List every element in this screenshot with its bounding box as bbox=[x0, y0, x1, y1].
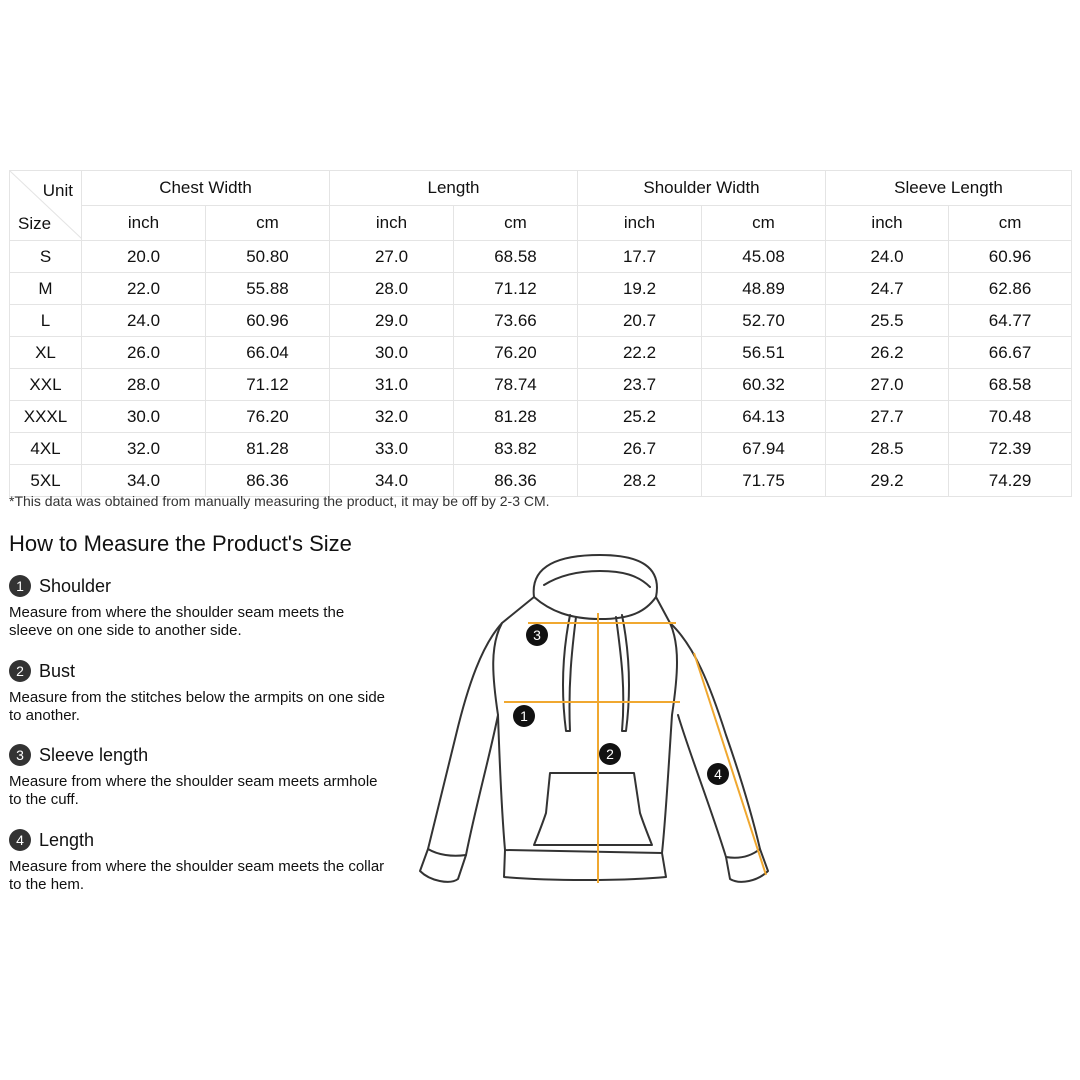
measurement-cell: 29.0 bbox=[330, 305, 454, 337]
measurement-cell: 23.7 bbox=[578, 369, 702, 401]
unit-header-cell: inch bbox=[330, 206, 454, 241]
measurement-cell: 62.86 bbox=[949, 273, 1072, 305]
size-chart-table bbox=[9, 170, 1072, 497]
marker-3-label: 3 bbox=[533, 627, 541, 643]
kangaroo-pocket bbox=[534, 773, 652, 845]
step-number-badge: 4 bbox=[9, 829, 31, 851]
measurement-cell: 52.70 bbox=[702, 305, 826, 337]
marker-4 bbox=[707, 763, 729, 785]
table-group-header-row bbox=[10, 171, 1072, 206]
left-sleeve-outer bbox=[428, 623, 502, 849]
measurement-cell: 50.80 bbox=[206, 241, 330, 273]
measurement-cell: 34.0 bbox=[330, 465, 454, 497]
measurement-cell: 74.29 bbox=[949, 465, 1072, 497]
measurement-cell: 66.67 bbox=[949, 337, 1072, 369]
measurement-cell: 67.94 bbox=[702, 433, 826, 465]
unit-header-cell: cm bbox=[206, 206, 330, 241]
step-label: Length bbox=[39, 829, 95, 850]
measurement-cell: 68.58 bbox=[949, 369, 1072, 401]
measurement-cell: 34.0 bbox=[82, 465, 206, 497]
measurement-cell: 71.12 bbox=[206, 369, 330, 401]
measurement-cell: 70.48 bbox=[949, 401, 1072, 433]
measurement-cell: 60.96 bbox=[206, 305, 330, 337]
measurement-cell: 24.0 bbox=[826, 241, 949, 273]
measurement-cell: 26.7 bbox=[578, 433, 702, 465]
step-bust bbox=[9, 659, 389, 725]
table-row bbox=[10, 273, 1072, 305]
measurement-cell: 19.2 bbox=[578, 273, 702, 305]
measurement-cell: 81.28 bbox=[206, 433, 330, 465]
step-label: Bust bbox=[39, 660, 76, 681]
measurement-cell: 30.0 bbox=[82, 401, 206, 433]
size-cell: L bbox=[10, 305, 82, 337]
measurement-cell: 27.0 bbox=[826, 369, 949, 401]
right-sleeve-inner bbox=[678, 715, 726, 857]
step-description: Measure from the stitches below the armpits on one side to another. bbox=[9, 689, 386, 724]
left-drawstring bbox=[563, 615, 576, 731]
measurement-cell: 22.2 bbox=[578, 337, 702, 369]
measurement-cell: 24.7 bbox=[826, 273, 949, 305]
size-cell: 4XL bbox=[10, 433, 82, 465]
measurement-cell: 24.0 bbox=[82, 305, 206, 337]
marker-4-label: 4 bbox=[714, 766, 722, 782]
measurement-cell: 60.96 bbox=[949, 241, 1072, 273]
measurement-cell: 28.2 bbox=[578, 465, 702, 497]
size-cell: M bbox=[10, 273, 82, 305]
unit-header-cell: inch bbox=[82, 206, 206, 241]
measurement-cell: 32.0 bbox=[82, 433, 206, 465]
step-sleeve-length bbox=[9, 743, 389, 809]
step-description: Measure from where the shoulder seam meets the sleeve on one side to another side. bbox=[9, 604, 345, 639]
size-cell: S bbox=[10, 241, 82, 273]
measurement-cell: 68.58 bbox=[454, 241, 578, 273]
step-number-badge: 2 bbox=[9, 660, 31, 682]
measurement-cell: 30.0 bbox=[330, 337, 454, 369]
step-label: Sleeve length bbox=[39, 744, 149, 765]
unit-size-corner-cell bbox=[10, 171, 82, 241]
measurement-cell: 20.7 bbox=[578, 305, 702, 337]
size-cell: XXL bbox=[10, 369, 82, 401]
step-length bbox=[9, 828, 389, 894]
measurement-cell: 28.0 bbox=[82, 369, 206, 401]
hood-opening bbox=[534, 597, 656, 619]
group-header-length: Length bbox=[330, 171, 578, 206]
marker-3 bbox=[526, 624, 548, 646]
measurement-cell: 83.82 bbox=[454, 433, 578, 465]
right-cuff bbox=[726, 849, 768, 882]
step-shoulder bbox=[9, 574, 389, 640]
measurement-cell: 73.66 bbox=[454, 305, 578, 337]
marker-2 bbox=[599, 743, 621, 765]
step-number-badge: 3 bbox=[9, 744, 31, 766]
step-label: Shoulder bbox=[39, 575, 112, 596]
measurement-cell: 72.39 bbox=[949, 433, 1072, 465]
measurement-cell: 25.5 bbox=[826, 305, 949, 337]
hoodie-measurement-diagram bbox=[410, 545, 780, 895]
group-header-sleeve-length: Sleeve Length bbox=[826, 171, 1072, 206]
unit-header-cell: cm bbox=[949, 206, 1072, 241]
measurement-cell: 86.36 bbox=[454, 465, 578, 497]
measurement-cell: 27.7 bbox=[826, 401, 949, 433]
table-row bbox=[10, 305, 1072, 337]
table-row bbox=[10, 369, 1072, 401]
unit-header-cell: inch bbox=[826, 206, 949, 241]
sleeve-measure-line bbox=[694, 653, 766, 875]
measurement-cell: 45.08 bbox=[702, 241, 826, 273]
hem-band bbox=[504, 850, 666, 880]
measurement-cell: 25.2 bbox=[578, 401, 702, 433]
hood-seam bbox=[544, 571, 650, 587]
left-cuff bbox=[420, 849, 466, 882]
marker-2-label: 2 bbox=[606, 746, 614, 762]
group-header-shoulder-width: Shoulder Width bbox=[578, 171, 826, 206]
step-number-badge: 1 bbox=[9, 575, 31, 597]
measurement-cell: 33.0 bbox=[330, 433, 454, 465]
measurement-cell: 26.2 bbox=[826, 337, 949, 369]
table-row bbox=[10, 465, 1072, 497]
left-sleeve-inner bbox=[466, 715, 498, 855]
measurement-cell: 60.32 bbox=[702, 369, 826, 401]
measurement-cell: 28.0 bbox=[330, 273, 454, 305]
measurement-cell: 86.36 bbox=[206, 465, 330, 497]
table-row bbox=[10, 401, 1072, 433]
size-cell: XL bbox=[10, 337, 82, 369]
measurement-cell: 26.0 bbox=[82, 337, 206, 369]
size-rows bbox=[10, 241, 1072, 497]
table-row bbox=[10, 241, 1072, 273]
measurement-cell: 48.89 bbox=[702, 273, 826, 305]
measurement-cell: 55.88 bbox=[206, 273, 330, 305]
measurement-cell: 76.20 bbox=[206, 401, 330, 433]
measurement-cell: 76.20 bbox=[454, 337, 578, 369]
marker-1-label: 1 bbox=[520, 708, 528, 724]
marker-1 bbox=[513, 705, 535, 727]
size-label: Size bbox=[18, 214, 52, 233]
unit-label: Unit bbox=[42, 181, 73, 200]
right-drawstring bbox=[616, 615, 629, 731]
table-row bbox=[10, 337, 1072, 369]
unit-header-cell: inch bbox=[578, 206, 702, 241]
measurement-cell: 20.0 bbox=[82, 241, 206, 273]
unit-header-cell: cm bbox=[454, 206, 578, 241]
measurement-cell: 32.0 bbox=[330, 401, 454, 433]
table-row bbox=[10, 433, 1072, 465]
measurement-cell: 29.2 bbox=[826, 465, 949, 497]
step-description: Measure from where the shoulder seam meets armhole to the cuff. bbox=[9, 773, 378, 808]
size-cell: XXXL bbox=[10, 401, 82, 433]
measurement-lines bbox=[504, 613, 766, 883]
measurement-cell: 28.5 bbox=[826, 433, 949, 465]
measurement-cell: 81.28 bbox=[454, 401, 578, 433]
measurement-cell: 56.51 bbox=[702, 337, 826, 369]
group-header-chest-width: Chest Width bbox=[82, 171, 330, 206]
guide-title: How to Measure the Product's Size bbox=[9, 531, 352, 556]
measurement-cell: 27.0 bbox=[330, 241, 454, 273]
measurement-cell: 22.0 bbox=[82, 273, 206, 305]
measurement-cell: 71.12 bbox=[454, 273, 578, 305]
size-cell: 5XL bbox=[10, 465, 82, 497]
measurement-cell: 78.74 bbox=[454, 369, 578, 401]
table-unit-header-row bbox=[10, 206, 1072, 241]
hood-outline bbox=[534, 555, 657, 597]
measurement-cell: 71.75 bbox=[702, 465, 826, 497]
measurement-cell: 17.7 bbox=[578, 241, 702, 273]
step-description: Measure from where the shoulder seam meets the collar to the hem. bbox=[9, 858, 385, 893]
measurement-cell: 31.0 bbox=[330, 369, 454, 401]
measurement-cell: 64.13 bbox=[702, 401, 826, 433]
measurement-cell: 64.77 bbox=[949, 305, 1072, 337]
measurement-footnote: *This data was obtained from manually measuring the product, it may be off by 2-3 CM. bbox=[9, 493, 550, 509]
unit-header-cell: cm bbox=[702, 206, 826, 241]
measurement-cell: 66.04 bbox=[206, 337, 330, 369]
